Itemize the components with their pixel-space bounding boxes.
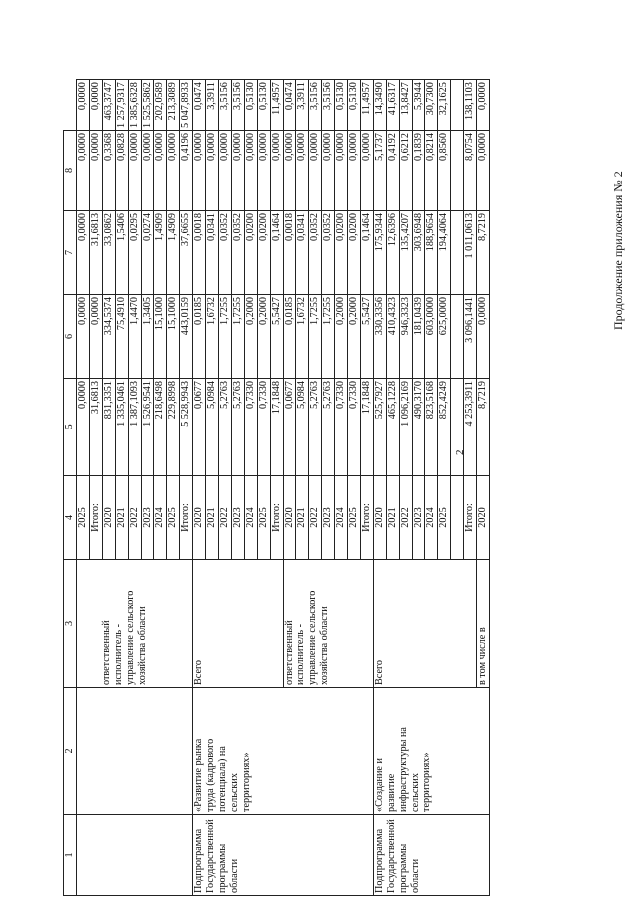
value-cell-c4: 852,4249 [438, 379, 451, 476]
value-cell-c4: 8,7219 [477, 379, 490, 476]
year-cell: 2020 [193, 476, 206, 560]
value-cell-c6: 0,1464 [360, 211, 373, 295]
value-cell-c5: 443,0159 [180, 295, 193, 379]
value-cell-c5: 0,0000 [89, 295, 102, 379]
column-number-6: 6 [64, 295, 77, 379]
value-cell-c4: 831,3351 [102, 379, 115, 476]
value-cell-c8: 5,3944 [412, 80, 425, 131]
value-cell-c6: 188,9654 [425, 211, 438, 295]
program-name-cell [193, 815, 374, 896]
value-cell-c4: 5,0984 [296, 379, 309, 476]
program-name-line: Государственной [385, 819, 397, 893]
value-cell-c4: 5 528,9943 [180, 379, 193, 476]
value-cell-c4: 0,7330 [348, 379, 361, 476]
value-cell-c6: 1 011,0613 [464, 211, 477, 295]
value-cell-c5: 3 096,1441 [464, 295, 477, 379]
program-title-line: территориях» [240, 752, 252, 812]
budget-table [63, 79, 490, 896]
value-cell-c6: 0,0200 [348, 211, 361, 295]
value-cell-c8 [451, 80, 464, 131]
value-cell-c7: 0,0828 [115, 131, 128, 211]
executor-line: в том числе в [477, 627, 489, 685]
value-cell-c8: 30,7300 [425, 80, 438, 131]
value-cell-c6: 0,0352 [322, 211, 335, 295]
value-cell-c8: 0,5130 [244, 80, 257, 131]
value-cell-c4: 823,5168 [425, 379, 438, 476]
year-cell: 2025 [438, 476, 451, 560]
page-number: 2 [454, 449, 466, 455]
value-cell-c5: 0,0185 [193, 295, 206, 379]
value-cell-c8: 0,0474 [283, 80, 296, 131]
value-cell-c7: 0,0000 [141, 131, 154, 211]
value-cell-c6: 0,0018 [193, 211, 206, 295]
year-cell: 2020 [477, 476, 490, 560]
year-cell: 2020 [283, 476, 296, 560]
value-cell-c7: 0,4192 [386, 131, 399, 211]
year-cell: 2023 [322, 476, 335, 560]
value-cell-c6: 0,1464 [270, 211, 283, 295]
value-cell-c4: 0,7330 [257, 379, 270, 476]
program-title-cell [193, 688, 374, 815]
value-cell-c5: 1,4470 [128, 295, 141, 379]
value-cell-c4: 465,1228 [386, 379, 399, 476]
value-cell-c5: 0,2000 [244, 295, 257, 379]
executor-line: Всего [373, 660, 385, 685]
value-cell-c8: 3,5156 [218, 80, 231, 131]
value-cell-c5: 603,0000 [425, 295, 438, 379]
executor-cell [373, 560, 476, 688]
year-cell: 2021 [296, 476, 309, 560]
year-cell: 2023 [141, 476, 154, 560]
value-cell-c4: 5,2763 [322, 379, 335, 476]
executor-cell [477, 560, 490, 688]
value-cell-c6: 0,0341 [206, 211, 219, 295]
value-cell-c7: 0,0000 [348, 131, 361, 211]
value-cell-c4 [451, 379, 464, 476]
value-cell-c8: 202,0589 [154, 80, 167, 131]
value-cell-c5: 625,0000 [438, 295, 451, 379]
value-cell-c8: 13,8427 [399, 80, 412, 131]
value-cell-c7: 0,0000 [335, 131, 348, 211]
value-cell-c7: 0,0000 [257, 131, 270, 211]
value-cell-c6: 175,9344 [373, 211, 386, 295]
value-cell-c4: 1 526,9541 [141, 379, 154, 476]
value-cell-c7: 0,4196 [180, 131, 193, 211]
value-cell-c5: 334,5374 [102, 295, 115, 379]
program-title-line: сельских [228, 773, 240, 812]
value-cell-c6: 8,7219 [477, 211, 490, 295]
value-cell-c5: 0,0185 [283, 295, 296, 379]
value-cell-c5: 0,0000 [477, 295, 490, 379]
value-cell-c7: 0,0000 [77, 131, 90, 211]
value-cell-c6: 12,6396 [386, 211, 399, 295]
value-cell-c4: 229,8998 [167, 379, 180, 476]
executor-line [89, 562, 101, 685]
year-cell: 2025 [257, 476, 270, 560]
year-cell: Итого: [270, 476, 283, 560]
value-cell-c4: 0,0677 [283, 379, 296, 476]
value-cell-c4: 17,1848 [270, 379, 283, 476]
executor-line: управление сельского [307, 590, 319, 685]
value-cell-c4: 490,3170 [412, 379, 425, 476]
year-cell: 2025 [348, 476, 361, 560]
value-cell-c6: 0,0352 [231, 211, 244, 295]
value-cell-c8: 5 047,8933 [180, 80, 193, 131]
value-cell-c6: 135,4207 [399, 211, 412, 295]
executor-line: исполнитель - [295, 623, 307, 685]
program-title-cell [77, 688, 193, 815]
value-cell-c4: 1 335,0461 [115, 379, 128, 476]
value-cell-c8: 3,3911 [296, 80, 309, 131]
value-cell-c5: 0,2000 [335, 295, 348, 379]
value-cell-c5: 1,3405 [141, 295, 154, 379]
table-row [77, 80, 90, 896]
value-cell-c5: 15,1000 [167, 295, 180, 379]
value-cell-c7: 0,8560 [438, 131, 451, 211]
value-cell-c6: 33,0862 [102, 211, 115, 295]
value-cell-c5: 0,0000 [77, 295, 90, 379]
value-cell-c7: 0,6212 [399, 131, 412, 211]
value-cell-c6: 1,4909 [154, 211, 167, 295]
value-cell-c8: 463,3747 [102, 80, 115, 131]
value-cell-c7: 0,0000 [206, 131, 219, 211]
program-title-line: труда (кадрового [205, 738, 217, 812]
value-cell-c6: 0,0200 [257, 211, 270, 295]
value-cell-c8: 138,1103 [464, 80, 477, 131]
year-cell: 2021 [386, 476, 399, 560]
value-cell-c4: 5,0984 [206, 379, 219, 476]
value-cell-c5: 1,6732 [296, 295, 309, 379]
value-cell-c6: 303,6948 [412, 211, 425, 295]
value-cell-c5: 181,0439 [412, 295, 425, 379]
value-cell-c5: 410,4323 [386, 295, 399, 379]
value-cell-c4: 4 253,3911 [464, 379, 477, 476]
value-cell-c8: 0,0000 [77, 80, 90, 131]
value-cell-c8: 41,6317 [386, 80, 399, 131]
table-row [193, 80, 206, 896]
value-cell-c5: 330,3356 [373, 295, 386, 379]
value-cell-c5: 75,4910 [115, 295, 128, 379]
value-cell-c8: 3,3911 [206, 80, 219, 131]
value-cell-c8: 1 525,5862 [141, 80, 154, 131]
value-cell-c8: 14,3490 [373, 80, 386, 131]
year-cell: 2025 [77, 476, 90, 560]
program-name-cell [77, 815, 193, 896]
table-row [373, 80, 386, 896]
value-cell-c6: 0,0000 [77, 211, 90, 295]
value-cell-c8: 0,0000 [477, 80, 490, 131]
year-cell: 2024 [425, 476, 438, 560]
value-cell-c8: 1 385,6328 [128, 80, 141, 131]
value-cell-c7: 0,8214 [425, 131, 438, 211]
year-cell: 2024 [244, 476, 257, 560]
value-cell-c5 [451, 295, 464, 379]
column-number-3: 3 [64, 560, 77, 688]
value-cell-c4: 5,2763 [218, 379, 231, 476]
value-cell-c4: 0,0677 [193, 379, 206, 476]
year-cell: 2020 [102, 476, 115, 560]
program-name-line: Подпрограмма [373, 828, 385, 893]
year-cell: 2022 [399, 476, 412, 560]
value-cell-c4: 1 387,1093 [128, 379, 141, 476]
value-cell-c6 [451, 211, 464, 295]
year-cell: 2022 [128, 476, 141, 560]
value-cell-c6: 0,0341 [296, 211, 309, 295]
value-cell-c8: 0,0474 [193, 80, 206, 131]
value-cell-c7: 0,0000 [322, 131, 335, 211]
value-cell-c8: 11,4957 [360, 80, 373, 131]
value-cell-c6: 0,0274 [141, 211, 154, 295]
value-cell-c7: 5,1737 [373, 131, 386, 211]
value-cell-c7: 0,0000 [477, 131, 490, 211]
value-cell-c5: 0,2000 [348, 295, 361, 379]
value-cell-c7: 0,0000 [231, 131, 244, 211]
year-cell [451, 476, 464, 560]
value-cell-c7: 8,0754 [464, 131, 477, 211]
value-cell-c7: 0,1839 [412, 131, 425, 211]
program-title-cell [373, 688, 489, 815]
value-cell-c7: 0,0000 [360, 131, 373, 211]
value-cell-c6: 0,0200 [244, 211, 257, 295]
program-title-line: территориях» [421, 752, 433, 812]
value-cell-c8: 1 257,9317 [115, 80, 128, 131]
program-title-line: «Создание и [373, 758, 385, 812]
value-cell-c7: 0,0000 [193, 131, 206, 211]
year-cell: Итого: [360, 476, 373, 560]
value-cell-c6: 194,4064 [438, 211, 451, 295]
year-cell: 2020 [373, 476, 386, 560]
executor-cell [283, 560, 373, 688]
value-cell-c7: 0,0000 [270, 131, 283, 211]
executor-line: хозяйства области [136, 606, 148, 685]
value-cell-c5: 5,5427 [360, 295, 373, 379]
program-title-line: инфраструктуры на [397, 727, 409, 812]
value-cell-c4: 5,2763 [231, 379, 244, 476]
program-name-line: области [409, 858, 421, 893]
executor-line: Всего [193, 660, 205, 685]
value-cell-c8: 213,3089 [167, 80, 180, 131]
value-cell-c8: 0,5130 [257, 80, 270, 131]
value-cell-c5: 1,7255 [309, 295, 322, 379]
value-cell-c6: 0,0295 [128, 211, 141, 295]
executor-cell [193, 560, 283, 688]
column-number-7: 7 [64, 211, 77, 295]
value-cell-c4: 0,7330 [244, 379, 257, 476]
program-title-line: сельских [409, 773, 421, 812]
value-cell-c4: 17,1848 [360, 379, 373, 476]
value-cell-c7: 0,0000 [283, 131, 296, 211]
value-cell-c7: 0,0000 [218, 131, 231, 211]
column-number-4: 4 [64, 476, 77, 560]
year-cell: 2024 [154, 476, 167, 560]
executor-line: хозяйства области [319, 606, 331, 685]
year-cell: 2021 [206, 476, 219, 560]
value-cell-c5: 1,7255 [322, 295, 335, 379]
value-cell-c8: 0,5130 [348, 80, 361, 131]
value-cell-c5: 15,1000 [154, 295, 167, 379]
value-cell-c5: 946,3323 [399, 295, 412, 379]
value-cell-c8: 11,4957 [270, 80, 283, 131]
value-cell-c7: 0,3368 [102, 131, 115, 211]
value-cell-c5: 1,6732 [206, 295, 219, 379]
year-cell: 2022 [309, 476, 322, 560]
value-cell-c5: 5,5427 [270, 295, 283, 379]
year-cell: 2025 [167, 476, 180, 560]
value-cell-c8: 3,5156 [322, 80, 335, 131]
value-cell-c6: 0,0352 [218, 211, 231, 295]
year-cell: 2023 [231, 476, 244, 560]
program-name-line: Государственной [205, 819, 217, 893]
value-cell-c4: 31,6813 [89, 379, 102, 476]
executor-cell [77, 560, 193, 688]
year-cell: Итого: [464, 476, 477, 560]
value-cell-c7: 0,0000 [244, 131, 257, 211]
value-cell-c4: 525,7927 [373, 379, 386, 476]
value-cell-c8: 0,0000 [89, 80, 102, 131]
executor-line: ответственный [283, 620, 295, 685]
executor-line [77, 562, 89, 685]
value-cell-c4: 1 096,2169 [399, 379, 412, 476]
program-title-line: потенциала) на [216, 746, 228, 812]
value-cell-c6: 0,0352 [309, 211, 322, 295]
executor-line: исполнитель - [112, 623, 124, 685]
value-cell-c7: 0,0000 [89, 131, 102, 211]
program-name-line: Подпрограмма [193, 828, 205, 893]
value-cell-c6: 1,5406 [115, 211, 128, 295]
program-name-cell [373, 815, 489, 896]
value-cell-c7: 0,0000 [296, 131, 309, 211]
value-cell-c8: 32,1625 [438, 80, 451, 131]
value-cell-c6: 31,6813 [89, 211, 102, 295]
value-cell-c8: 3,5156 [309, 80, 322, 131]
column-number-1: 1 [64, 815, 77, 896]
value-cell-c5: 0,2000 [257, 295, 270, 379]
program-title-line: развитие [385, 773, 397, 812]
value-cell-c7: 0,0000 [154, 131, 167, 211]
value-cell-c7 [451, 131, 464, 211]
value-cell-c4: 5,2763 [309, 379, 322, 476]
program-name-line: программы [216, 843, 228, 893]
value-cell-c4: 218,6498 [154, 379, 167, 476]
executor-line: управление сельского [124, 590, 136, 685]
value-cell-c6: 0,0200 [335, 211, 348, 295]
column-number-2: 2 [64, 688, 77, 815]
value-cell-c4: 0,7330 [335, 379, 348, 476]
program-name-line: области [228, 858, 240, 893]
column-number-5: 5 [64, 379, 77, 476]
value-cell-c7: 0,0000 [309, 131, 322, 211]
value-cell-c8: 3,5156 [231, 80, 244, 131]
executor-line: ответственный [100, 620, 112, 685]
value-cell-c4: 0,0000 [77, 379, 90, 476]
year-cell: 2024 [335, 476, 348, 560]
value-cell-c5: 1,7255 [218, 295, 231, 379]
year-cell: 2023 [412, 476, 425, 560]
value-cell-c6: 37,6655 [180, 211, 193, 295]
value-cell-c6: 0,0018 [283, 211, 296, 295]
program-title-line: «Развитие рынка [193, 738, 205, 812]
year-cell: 2022 [218, 476, 231, 560]
value-cell-c7: 0,0000 [128, 131, 141, 211]
value-cell-c5: 1,7255 [231, 295, 244, 379]
year-cell: Итого: [180, 476, 193, 560]
column-number-8: 8 [64, 131, 77, 211]
program-name-line: программы [397, 843, 409, 893]
value-cell-c6: 1,4909 [167, 211, 180, 295]
value-cell-c7: 0,0000 [167, 131, 180, 211]
value-cell-c8: 0,5130 [335, 80, 348, 131]
year-cell: 2021 [115, 476, 128, 560]
appendix-label: Продолжение приложения № 2 [611, 171, 625, 330]
year-cell: Итого: [89, 476, 102, 560]
